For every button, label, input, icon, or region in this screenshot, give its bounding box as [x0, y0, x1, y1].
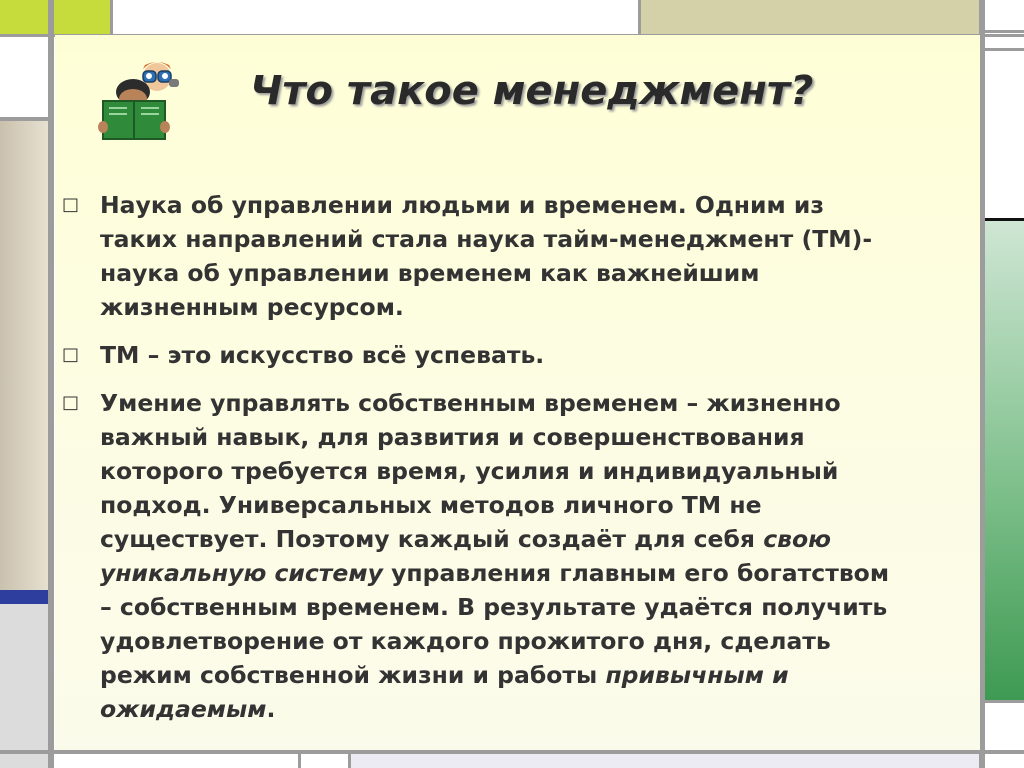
text-line: важный навык, для развития и совершенствования [100, 423, 805, 451]
left-grey-block [0, 604, 48, 768]
frame-line [110, 0, 113, 37]
frame-line [0, 117, 54, 121]
text-line: – собственным временем. В результате удаётся получить [100, 593, 888, 621]
tan-block [640, 0, 980, 35]
text-line: удовлетворение от каждого прожитого дня, сделать [100, 627, 831, 655]
italic-text-run: ожидаемым [100, 695, 267, 723]
text-line [100, 658, 962, 692]
left-blue-bar [0, 590, 48, 604]
square-bullet-icon: □ [62, 344, 80, 365]
square-bullet-icon: □ [62, 194, 80, 215]
list-item [62, 338, 962, 372]
text-line: жизненным ресурсом. [100, 293, 404, 321]
text-run: режим собственной жизни и работы [100, 661, 606, 689]
left-tan-column [0, 120, 48, 590]
bullet-list [62, 188, 962, 740]
right-green-column [985, 220, 1024, 700]
slide-title: Что такое менеджмент? [250, 68, 814, 114]
text-line: ТМ – это искусство всё успевать. [100, 341, 545, 369]
text-line [100, 556, 962, 590]
text-line: которого требуется время, усилия и индивидуальный [100, 457, 839, 485]
text-line [100, 692, 962, 726]
list-item [62, 386, 962, 726]
text-run: . [266, 695, 276, 723]
text-line: таких направлений стала наука тайм-менеджмент (ТМ)- [100, 225, 873, 253]
reading-boy-with-binoculars-icon [95, 55, 205, 145]
text-line: Умение управлять собственным временем – жизненно [100, 389, 841, 417]
bottom-lavender-strip [351, 754, 979, 768]
frame-line [48, 0, 54, 768]
text-run: существует. Поэтому каждый создаёт для себя [100, 525, 764, 553]
text-line [100, 522, 962, 556]
italic-text-run: привычным и [605, 661, 789, 689]
text-run: управления главным его богатством [382, 559, 890, 587]
list-item [62, 188, 962, 324]
lime-square [0, 0, 110, 35]
frame-line [985, 30, 1024, 33]
italic-text-run: свою [763, 525, 831, 553]
italic-text-run: уникальную систему [100, 559, 383, 587]
text-line: Наука об управлении людьми и временем. Одним из [100, 191, 825, 219]
right-black-line [985, 218, 1024, 221]
text-line: подход. Универсальных методов личного ТМ не [100, 491, 762, 519]
text-line: наука об управлении временем как важнейшим [100, 259, 760, 287]
square-bullet-icon: □ [62, 392, 80, 413]
